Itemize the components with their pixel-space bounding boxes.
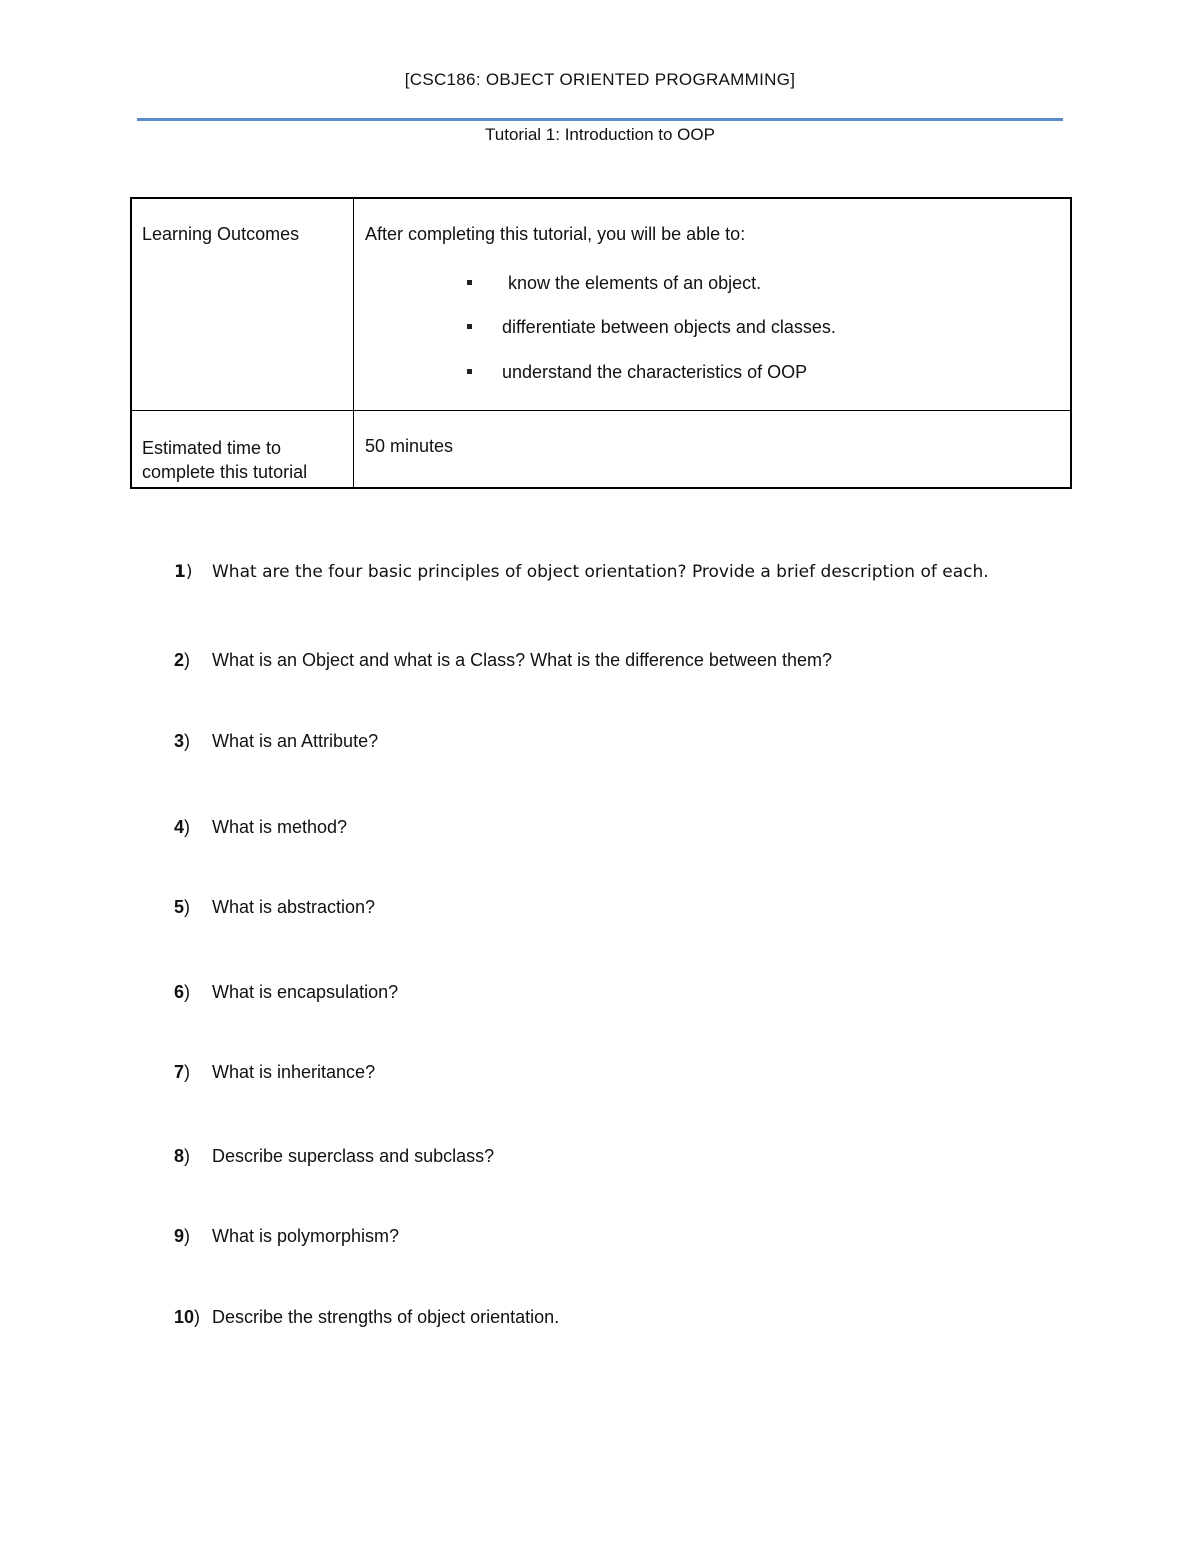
question-text: What is an Attribute? (212, 731, 379, 751)
question-8 (174, 1144, 494, 1168)
question-6 (174, 980, 398, 1004)
estimated-time-value: 50 minutes (365, 436, 454, 456)
outcome-text: understand the characteristics of OOP (502, 362, 808, 382)
outcome-text: differentiate between objects and classes. (502, 317, 836, 337)
question-number: 4) (174, 817, 191, 837)
estimated-time-label: Estimated time to complete this tutorial (132, 411, 354, 487)
question-text: Describe superclass and subclass? (212, 1146, 495, 1166)
question-5 (174, 895, 375, 919)
question-text: What are the four basic principles of object orientation? Provide a brief description of each. (212, 562, 989, 582)
list-item (467, 315, 836, 339)
course-title: [CSC186: OBJECT ORIENTED PROGRAMMING] (404, 70, 796, 89)
question-number: 2) (174, 650, 191, 670)
question-7 (174, 1060, 375, 1084)
question-3 (174, 729, 378, 753)
bullet-icon (467, 369, 472, 374)
learning-outcomes-intro: After completing this tutorial, you will be able to: (365, 224, 746, 244)
estimated-time-row (132, 411, 1070, 487)
question-9 (174, 1224, 399, 1248)
list-item (467, 271, 761, 295)
question-number: 1) (174, 562, 193, 582)
question-number: 8) (174, 1146, 191, 1166)
question-text: Describe the strengths of object orientation. (212, 1307, 560, 1327)
bullet-icon (467, 280, 472, 285)
learning-outcomes-label: Learning Outcomes (132, 199, 354, 410)
question-number: 9) (174, 1226, 191, 1246)
question-text: What is method? (212, 817, 348, 837)
question-1 (174, 560, 989, 584)
question-2 (174, 648, 832, 672)
question-number: 5) (174, 897, 191, 917)
bullet-icon (467, 324, 472, 329)
question-text: What is inheritance? (212, 1062, 376, 1082)
question-text: What is abstraction? (212, 897, 376, 917)
question-10 (174, 1305, 559, 1329)
question-number: 7) (174, 1062, 191, 1082)
learning-outcomes-row (132, 199, 1070, 411)
learning-outcomes-cell (354, 199, 1070, 410)
header-divider (137, 118, 1063, 121)
list-item (467, 360, 807, 384)
question-number: 10) (174, 1307, 201, 1327)
question-text: What is encapsulation? (212, 982, 399, 1002)
question-text: What is polymorphism? (212, 1226, 400, 1246)
question-number: 3) (174, 731, 191, 751)
question-text: What is an Object and what is a Class? What is the difference between them? (212, 650, 832, 670)
question-number: 6) (174, 982, 191, 1002)
question-4 (174, 815, 347, 839)
outcome-text: know the elements of an object. (508, 273, 762, 293)
tutorial-title: Tutorial 1: Introduction to OOP (485, 125, 715, 144)
info-table (130, 197, 1072, 489)
